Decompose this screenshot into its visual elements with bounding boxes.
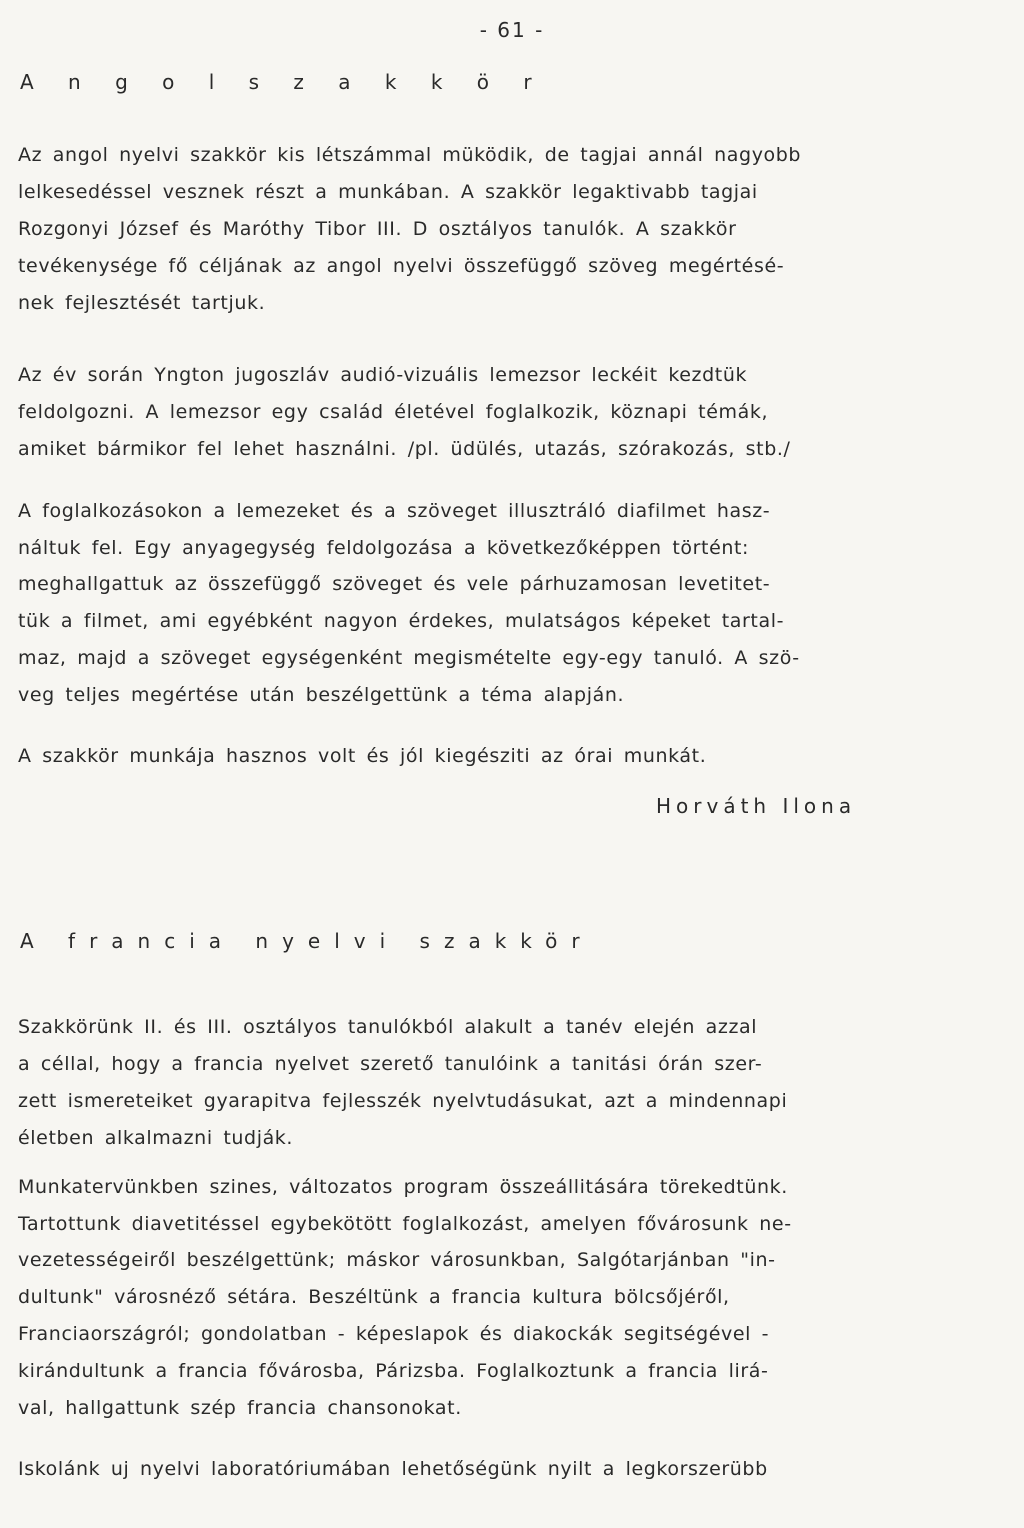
paragraph-line: Az angol nyelvi szakkör kis létszámmal müködik, de tagjai annál nagyobb (18, 144, 802, 166)
paragraph-line: amiket bármikor fel lehet használni. /pl. üdülés, utazás, szórakozás, stb./ (18, 438, 791, 460)
paragraph-line: náltuk fel. Egy anyagegység feldolgozása a következőképpen történt: (18, 537, 750, 559)
paragraph-line: lelkesedéssel vesznek részt a munkában. A szakkör legaktivabb tagjai (18, 181, 758, 203)
paragraph-line: Tartottunk diavetitéssel egybekötött foglalkozást, amelyen fővárosunk ne- (18, 1213, 792, 1235)
page-number: - 61 - (479, 18, 545, 42)
paragraph-line: feldolgozni. A lemezsor egy család életével foglalkozik, köznapi témák, (18, 401, 769, 423)
signature: Horváth Ilona (656, 794, 857, 818)
paragraph-line: val, hallgattunk szép francia chansonokat. (18, 1397, 462, 1419)
paragraph-line: Franciaországról; gondolatban - képeslapok és diakockák segitségével - (18, 1323, 770, 1345)
paragraph-line: nek fejlesztését tartjuk. (18, 292, 266, 314)
paragraph-line: Az év során Yngton jugoszláv audió-vizuális lemezsor leckéit kezdtük (18, 364, 748, 386)
paragraph-line: Rozgonyi József és Maróthy Tibor III. D osztályos tanulók. A szakkör (18, 218, 737, 240)
paragraph-line: veg teljes megértése után beszélgettünk a téma alapján. (18, 684, 625, 706)
paragraph-line: Szakkörünk II. és III. osztályos tanulókból alakult a tanév elején azzal (18, 1016, 758, 1038)
section-title-french-club: A francia nyelvi szakkör (20, 929, 594, 953)
paragraph-line: Iskolánk uj nyelvi laboratóriumában lehetőségünk nyilt a legkorszerübb (18, 1458, 768, 1480)
paragraph-line: dultunk" városnéző sétára. Beszéltünk a francia kultura bölcsőjéről, (18, 1286, 730, 1308)
paragraph-line: A foglalkozásokon a lemezeket és a szöveget illusztráló diafilmet hasz- (18, 500, 771, 522)
paragraph-line: tük a filmet, ami egyébként nagyon érdekes, mulatságos képeket tartal- (18, 610, 785, 632)
paragraph-line: kirándultunk a francia fővárosba, Párizsba. Foglalkoztunk a francia lirá- (18, 1360, 769, 1382)
paragraph-line: zett ismereteiket gyarapitva fejlesszék nyelvtudásukat, azt a mindennapi (18, 1090, 788, 1112)
paragraph-line: A szakkör munkája hasznos volt és jól kiegésziti az órai munkát. (18, 745, 707, 767)
paragraph-line: maz, majd a szöveget egységenként megismételte egy-egy tanuló. A szö- (18, 647, 800, 669)
section-title-english-club: A n g o l s z a k k ö r (20, 70, 546, 94)
paragraph-line: életben alkalmazni tudják. (18, 1127, 294, 1149)
paragraph-line: vezetességeiről beszélgettünk; máskor városunkban, Salgótarjánban "in- (18, 1249, 776, 1271)
paragraph-line: meghallgattuk az összefüggő szöveget és vele párhuzamosan levetitet- (18, 573, 771, 595)
paragraph-line: tevékenysége fő céljának az angol nyelvi összefüggő szöveg megértésé- (18, 255, 785, 277)
paragraph-line: a céllal, hogy a francia nyelvet szerető tanulóink a tanitási órán szer- (18, 1053, 763, 1075)
paragraph-line: Munkatervünkben szines, változatos program összeállitására törekedtünk. (18, 1176, 788, 1198)
